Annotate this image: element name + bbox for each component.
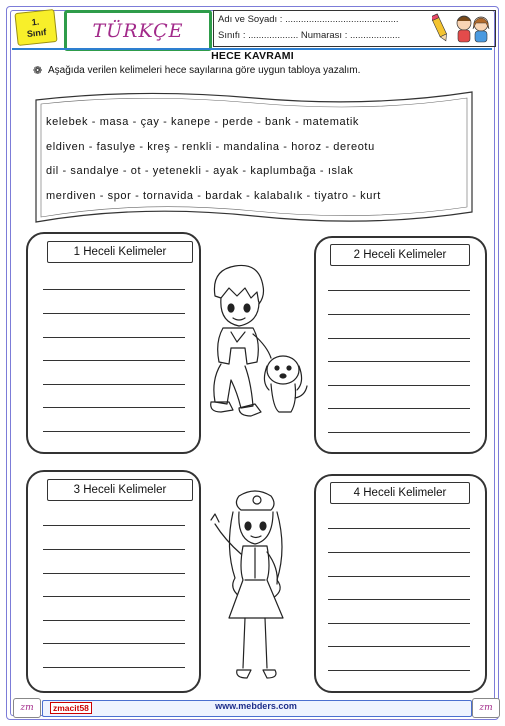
grade-number: 1. [31,16,40,27]
word-line: merdiven - spor - tornavida - bardak - kalabalık - tiyatro - kurt [46,189,381,202]
writing-line[interactable] [43,525,185,526]
writing-line[interactable] [328,646,470,647]
writing-line[interactable] [328,623,470,624]
subject-title-box [64,10,212,51]
writing-line[interactable] [43,596,185,597]
card-2-label: 2 Heceli Kelimeler [330,244,470,266]
writing-line[interactable] [43,337,185,338]
writing-line[interactable] [328,361,470,362]
writing-line[interactable] [328,314,470,315]
sun-bullet-icon: ❁ [33,65,43,77]
writing-line[interactable] [43,620,185,621]
boy-with-dog-illustration [201,262,309,422]
class-number-field[interactable]: Sınıfı : ................... Numarası : ................... [218,30,401,41]
kids-pencil-icon [432,11,492,44]
grade-word: Sınıf [26,26,47,39]
card-3-label: 3 Heceli Kelimeler [47,479,193,501]
word-line: kelebek - masa - çay - kanepe - perde - bank - matematik [46,116,359,128]
word-line: eldiven - fasulye - kreş - renkli - mandalina - horoz - dereotu [46,140,375,153]
writing-line[interactable] [328,599,470,600]
grade-badge [14,9,57,46]
word-line: dil - sandalye - ot - yetenekli - ayak - kaplumbağa - ıslak [46,165,354,177]
girl-illustration [201,488,309,688]
writing-line[interactable] [328,528,470,529]
writing-line[interactable] [43,407,185,408]
writing-line[interactable] [328,432,470,433]
writing-line[interactable] [328,338,470,339]
writing-line[interactable] [328,552,470,553]
writing-line[interactable] [43,289,185,290]
writing-line[interactable] [43,667,185,668]
word-list [46,114,466,212]
writing-line[interactable] [43,431,185,432]
author-tag: zmacit58 [50,702,92,714]
card-1-label: 1 Heceli Kelimeler [47,241,193,263]
writing-line[interactable] [328,670,470,671]
card-4-label: 4 Heceli Kelimeler [330,482,470,504]
card-3-syllable [26,470,201,693]
page-title: HECE KAVRAMI [211,50,294,62]
writing-line[interactable] [43,643,185,644]
card-1-syllable [26,232,201,454]
instruction-text: Aşağıda verilen kelimeleri hece sayılarına göre uygun tabloya yazalım. [48,65,361,76]
name-field[interactable]: Adı ve Soyadı : ........................................... [218,14,399,25]
card-2-syllable [314,236,487,454]
writing-line[interactable] [328,408,470,409]
card-4-syllable [314,474,487,693]
writing-line[interactable] [328,576,470,577]
writing-line[interactable] [328,290,470,291]
writing-line[interactable] [43,313,185,314]
signature-right: zm [472,698,500,718]
subject-title: TÜRKÇE [92,19,184,42]
writing-line[interactable] [43,573,185,574]
footer-url[interactable]: www.mebders.com [215,701,297,711]
writing-line[interactable] [43,549,185,550]
writing-line[interactable] [43,384,185,385]
writing-line[interactable] [43,360,185,361]
writing-line[interactable] [328,385,470,386]
signature-left: zm [13,698,41,718]
